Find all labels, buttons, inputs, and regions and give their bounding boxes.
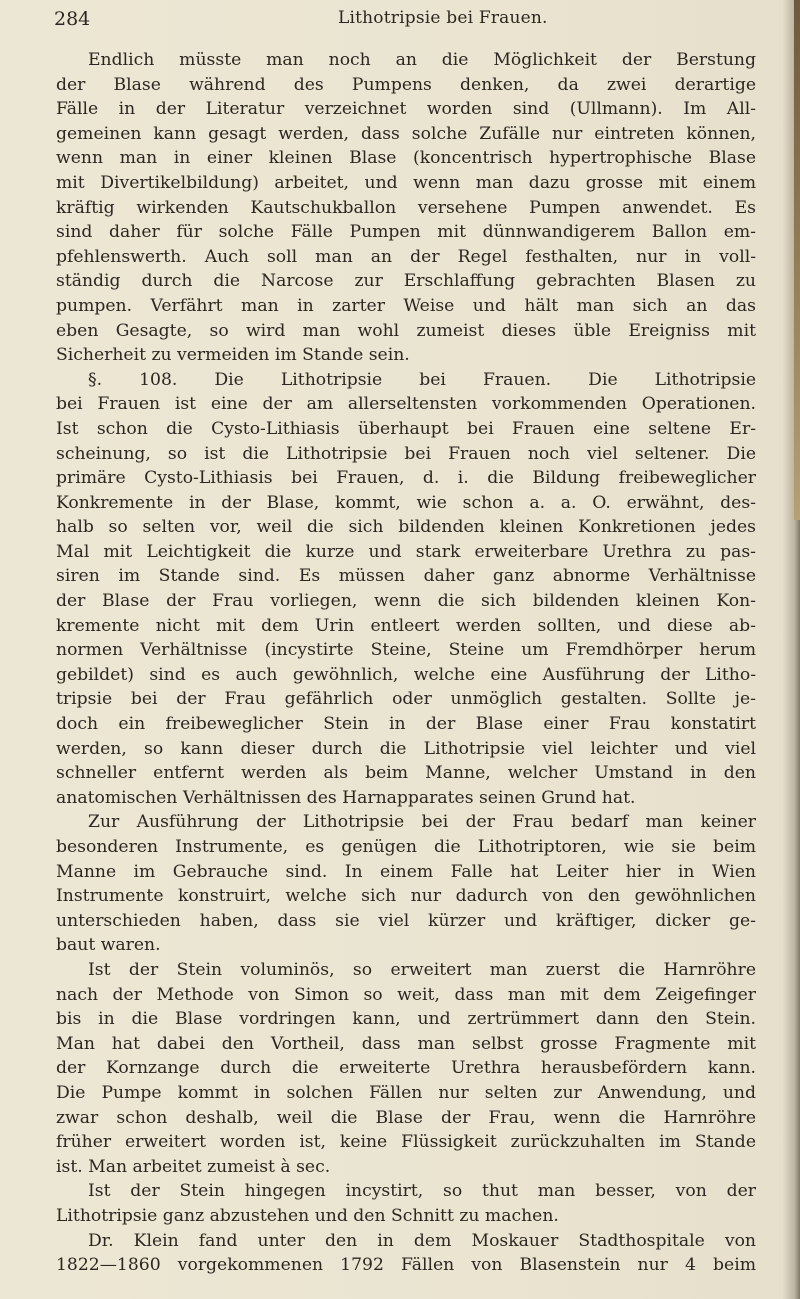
text-line: 1822—1860 vorgekommenen 1792 Fällen von Blasenstein nur 4 beim [56, 1255, 756, 1276]
text-line: §. 108. Die Lithotripsie bei Frauen. Die Lithotripsie [88, 369, 756, 390]
text-line: ständig durch die Narcose zur Erschlaffung gebrachten Blasen zu [56, 271, 756, 292]
text-line: Fälle in der Literatur verzeichnet worden sind (Ullmann). Im All- [56, 99, 756, 120]
text-line: mit Divertikelbildung) arbeitet, und wenn man dazu grosse mit einem [56, 172, 756, 193]
text-line: Ist der Stein hingegen incystirt, so thut man besser, von der [88, 1181, 756, 1202]
text-line: Konkremente in der Blase, kommt, wie schon a. a. O. erwähnt, des- [56, 492, 756, 513]
running-title: Lithotripsie bei Frauen. [338, 8, 548, 28]
text-line: eben Gesagte, so wird man wohl zumeist dieses üble Ereigniss mit [56, 320, 756, 341]
text-line: Mal mit Leichtigkeit die kurze und stark erweiterbare Urethra zu pas- [56, 541, 756, 562]
text-line: pumpen. Verfährt man in zarter Weise und hält man sich an das [56, 295, 756, 316]
text-line: zwar schon deshalb, weil die Blase der Frau, wenn die Harnröhre [56, 1107, 756, 1128]
page-number: 284 [54, 8, 91, 30]
text-line: der Kornzange durch die erweiterte Urethra herausbefördern kann. [56, 1058, 756, 1079]
text-line: früher erweitert worden ist, keine Flüssigkeit zurückzuhalten im Stande [56, 1132, 756, 1153]
text-line: Die Pumpe kommt in solchen Fällen nur selten zur Anwendung, und [56, 1082, 756, 1103]
text-line: Dr. Klein fand unter den in dem Moskauer Stadthospitale von [88, 1230, 756, 1251]
text-line: bis in die Blase vordringen kann, und zertrümmert dann den Stein. [56, 1009, 756, 1030]
text-line: werden, so kann dieser durch die Lithotripsie viel leichter und viel [56, 738, 756, 759]
text-line: wenn man in einer kleinen Blase (koncentrisch hypertrophische Blase [56, 148, 756, 169]
text-line: Ist der Stein voluminös, so erweitert man zuerst die Harnröhre [88, 959, 756, 980]
page-edge-band [794, 0, 800, 520]
text-line: Ist schon die Cysto-Lithiasis überhaupt bei Frauen eine seltene Er- [56, 418, 756, 439]
text-line: Lithotripsie ganz abzustehen und den Schnitt zu machen. [56, 1205, 559, 1226]
text-line: Instrumente konstruirt, welche sich nur dadurch von den gewöhnlichen [56, 886, 756, 907]
text-line: schneller entfernt werden als beim Manne, welcher Umstand in den [56, 763, 756, 784]
text-line: gebildet) sind es auch gewöhnlich, welche eine Ausführung der Litho- [56, 664, 756, 685]
text-line: ist. Man arbeitet zumeist à sec. [56, 1156, 331, 1177]
text-line: Zur Ausführung der Lithotripsie bei der Frau bedarf man keiner [88, 812, 756, 833]
text-line: Sicherheit zu vermeiden im Stande sein. [56, 345, 410, 366]
text-line: primäre Cysto-Lithiasis bei Frauen, d. i. die Bildung freibeweglicher [56, 468, 756, 489]
text-line: bei Frauen ist eine der am allerseltensten vorkommenden Operationen. [56, 394, 756, 415]
text-line: sind daher für solche Fälle Pumpen mit dünnwandigerem Ballon em- [56, 222, 756, 243]
text-line: der Blase der Frau vorliegen, wenn die sich bildenden kleinen Kon- [56, 591, 756, 612]
text-line: unterschieden haben, dass sie viel kürzer und kräftiger, dicker ge- [56, 910, 756, 931]
text-line: kremente nicht mit dem Urin entleert werden sollten, und diese ab- [56, 615, 756, 636]
text-line: Endlich müsste man noch an die Möglichkeit der Berstung [88, 50, 756, 70]
text-line: Manne im Gebrauche sind. In einem Falle hat Leiter hier in Wien [56, 861, 756, 882]
page-header [54, 4, 754, 34]
text-line: siren im Stande sind. Es müssen daher ganz abnorme Verhältnisse [56, 566, 756, 587]
text-line: anatomischen Verhältnissen des Harnapparates seinen Grund hat. [56, 787, 636, 808]
text-line: gemeinen kann gesagt werden, dass solche Zufälle nur eintreten können, [56, 123, 756, 144]
text-line: pfehlenswerth. Auch soll man an der Regel festhalten, nur in voll- [56, 246, 756, 267]
text-line: halb so selten vor, weil die sich bildenden kleinen Konkretionen jedes [56, 517, 756, 538]
text-line: besonderen Instrumente, es genügen die Lithotriptoren, wie sie beim [56, 837, 756, 857]
text-line: Man hat dabei den Vortheil, dass man selbst grosse Fragmente mit [56, 1033, 756, 1054]
text-line: der Blase während des Pumpens denken, da zwei derartige [56, 74, 756, 95]
text-line: baut waren. [56, 935, 161, 956]
text-line: normen Verhältnisse (incystirte Steine, Steine um Fremdhörper herum [56, 640, 756, 661]
body-text [56, 48, 756, 1278]
text-line: scheinung, so ist die Lithotripsie bei Frauen noch viel seltener. Die [56, 443, 756, 464]
text-line: doch ein freibeweglicher Stein in der Blase einer Frau konstatirt [56, 714, 756, 735]
text-line: nach der Methode von Simon so weit, dass man mit dem Zeigefinger [56, 984, 756, 1005]
text-line: kräftig wirkenden Kautschukballon versehene Pumpen anwendet. Es [56, 197, 756, 218]
text-line: tripsie bei der Frau gefährlich oder unmöglich gestalten. Sollte je- [56, 689, 756, 710]
